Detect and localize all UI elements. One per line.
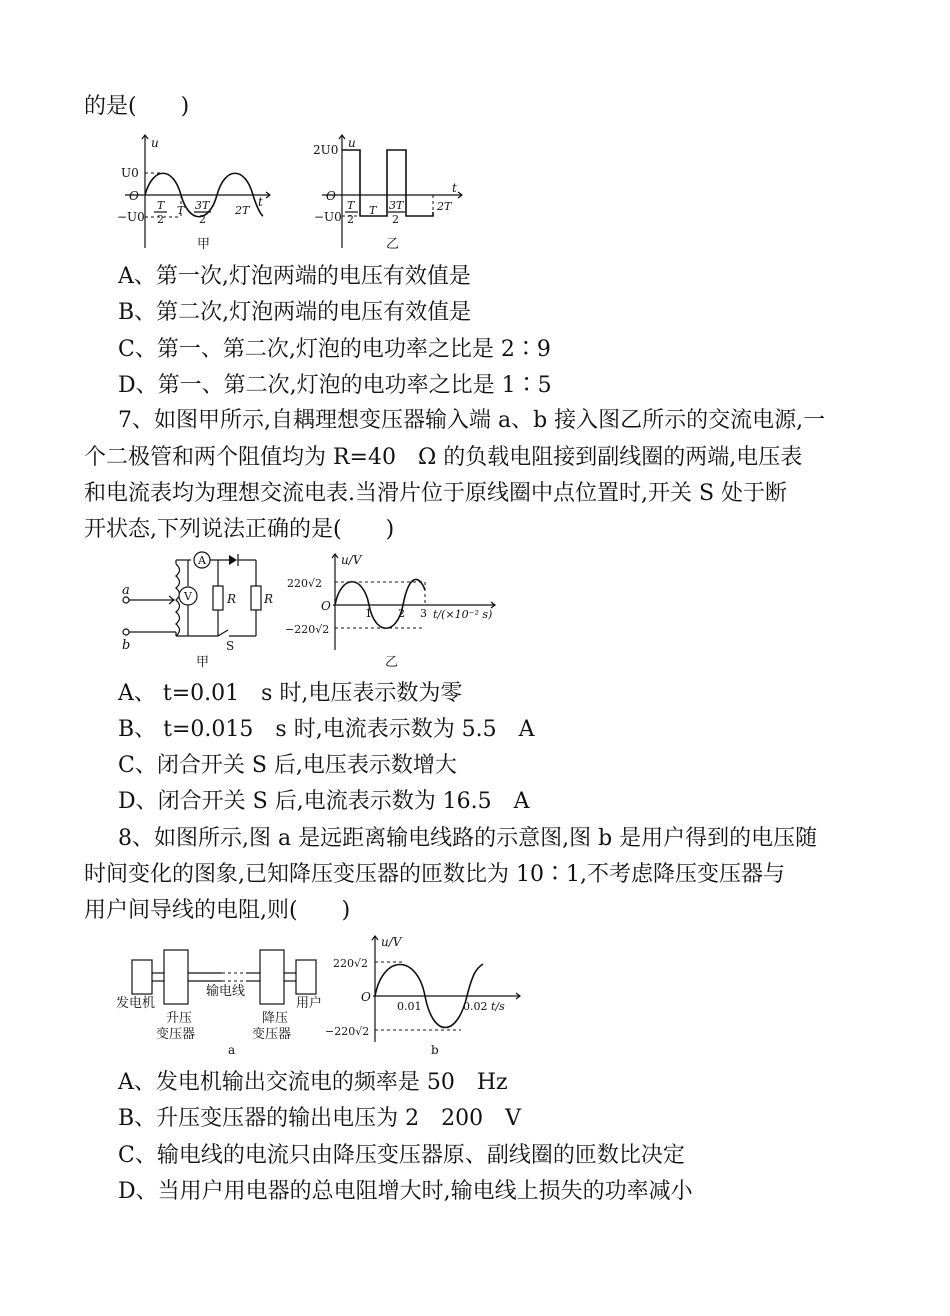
q8-user-label: 用户 [296, 996, 323, 1011]
q7-yi-ymin: −220√2 [285, 623, 330, 636]
q7-voltmeter-label: V [184, 590, 192, 603]
q6-yi-mU0-label: −U0 [314, 210, 342, 224]
q8-a-caption: a [228, 1043, 236, 1057]
q6-yi-tick-3T2-num: 3T [389, 199, 404, 212]
q7-yi-tick-3: 3 [420, 607, 427, 620]
q8-step-down-label-2: 变压器 [252, 1027, 292, 1042]
q6-figure-jia [115, 130, 280, 255]
q8-option-a: A、发电机输出交流电的频率是 50 Hz [118, 1070, 508, 1095]
q7-yi-ylabel: u/V [341, 553, 362, 567]
q6-jia-t-label: t [258, 195, 263, 209]
q8-b-tick-001: 0.01 [397, 1000, 422, 1013]
q8-option-d: D、当用户用电器的总电阻增大时,输电线上损失的功率减小 [118, 1179, 693, 1204]
q7-stem-line-1: 7、如图甲所示,自耦理想变压器输入端 a、b 接入图乙所示的交流电源,一 [118, 408, 826, 433]
q8-line-label: 输电线 [206, 984, 246, 999]
q6-yi-tick-T2-num: T [347, 199, 355, 212]
q7-resistor-1-label: R [227, 592, 237, 606]
q6-yi-t-label: t [452, 181, 457, 195]
q8-b-origin: O [361, 990, 371, 1004]
q6-yi-origin: O [326, 189, 336, 203]
q7-stem-line-4: 开状态,下列说法正确的是( ) [84, 517, 395, 542]
q8-b-ylabel: u/V [381, 935, 402, 949]
q7-yi-xlabel: t/(×10⁻² s) [433, 608, 493, 621]
q8-figure-a-transmission [116, 938, 336, 1060]
q7-stem-line-3: 和电流表均为理想交流电表.当滑片位于原线圈中点位置时,开关 S 处于断 [84, 481, 788, 506]
q7-stem-line-2: 个二极管和两个阻值均为 R=40 Ω 的负载电阻接到副线圈的两端,电压表 [84, 445, 803, 470]
q7-switch-label: S [226, 639, 235, 653]
q6-jia-tick-T2-den: 2 [157, 213, 164, 226]
q6-yi-caption: 乙 [386, 237, 400, 252]
q8-generator-label: 发电机 [116, 996, 156, 1011]
q7-ammeter-label: A [198, 554, 206, 567]
q6-yi-tick-T2-den: 2 [347, 213, 354, 226]
q7-option-a: A、 t=0.01 s 时,电压表示数为零 [118, 681, 463, 706]
q7-figure-yi-graph [285, 550, 500, 672]
q6-option-d: D、第一、第二次,灯泡的电功率之比是 1∶5 [118, 373, 552, 398]
q6-option-c: C、第一、第二次,灯泡的电功率之比是 2∶9 [118, 337, 551, 362]
q8-b-ymax: 220√2 [333, 957, 369, 970]
q7-terminal-b: b [122, 638, 131, 653]
q6-jia-origin: O [129, 189, 139, 203]
q6-jia-U0-label: U0 [121, 166, 139, 180]
q8-figure-b-graph [325, 932, 525, 1060]
q6-jia-mU0-label: −U0 [117, 210, 145, 224]
q8-step-up-label-2: 变压器 [156, 1027, 196, 1042]
q6-jia-tick-3T2-den: 2 [199, 213, 206, 226]
q6-figure-yi [312, 130, 470, 255]
q8-option-c: C、输电线的电流只由降压变压器原、副线圈的匝数比决定 [118, 1143, 685, 1168]
q8-step-up-label-1: 升压 [166, 1011, 193, 1026]
q6-jia-u-label: u [151, 136, 159, 150]
q6-option-b: B、第二次,灯泡两端的电压有效值是 [118, 300, 472, 325]
q6-yi-2U0-label: 2U0 [313, 143, 339, 157]
q7-option-d: D、闭合开关 S 后,电流表示数为 16.5 A [118, 789, 530, 814]
q6-jia-tick-T: T [177, 204, 185, 217]
q6-yi-u-label: u [348, 136, 356, 150]
q8-b-ymin: −220√2 [325, 1025, 370, 1038]
q8-option-b: B、升压变压器的输出电压为 2 200 V [118, 1106, 522, 1131]
q6-jia-caption: 甲 [197, 237, 211, 252]
q6-option-a: A、第一次,灯泡两端的电压有效值是 [118, 264, 471, 289]
q6-yi-tick-2T: 2T [437, 200, 452, 213]
q8-b-caption: b [431, 1043, 439, 1057]
q8-b-xlabel: t/s [491, 1000, 505, 1013]
q8-stem-line-3: 用户间导线的电阻,则( ) [84, 898, 351, 923]
q6-jia-tick-T2-num: T [157, 199, 165, 212]
q6-yi-tick-T: T [369, 204, 377, 217]
q8-stem-line-1: 8、如图所示,图 a 是远距离输电线路的示意图,图 b 是用户得到的电压随 [118, 826, 818, 851]
q7-resistor-2-label: R [264, 592, 274, 606]
q7-yi-tick-2: 2 [398, 607, 405, 620]
q6-stem-end: 的是( ) [84, 94, 190, 119]
q8-step-down-label-1: 降压 [262, 1011, 289, 1026]
q6-jia-tick-3T2-num: 3T [195, 199, 210, 212]
q8-stem-line-2: 时间变化的图象,已知降压变压器的匝数比为 10∶1,不考虑降压变压器与 [84, 862, 785, 887]
q7-yi-tick-1: 1 [365, 607, 372, 620]
q7-option-c: C、闭合开关 S 后,电压表示数增大 [118, 753, 457, 778]
q7-figure-jia-circuit [116, 550, 276, 672]
q7-yi-caption: 乙 [385, 655, 399, 670]
q7-yi-origin: O [321, 599, 331, 613]
q6-yi-tick-3T2-den: 2 [392, 213, 399, 226]
q7-jia-caption: 甲 [196, 655, 210, 670]
q7-terminal-a: a [122, 583, 130, 598]
q7-yi-ymax: 220√2 [287, 577, 323, 590]
q7-option-b: B、 t=0.015 s 时,电流表示数为 5.5 A [118, 717, 535, 742]
q8-b-tick-002: 0.02 [463, 1000, 488, 1013]
q6-jia-tick-2T: 2T [235, 204, 250, 217]
